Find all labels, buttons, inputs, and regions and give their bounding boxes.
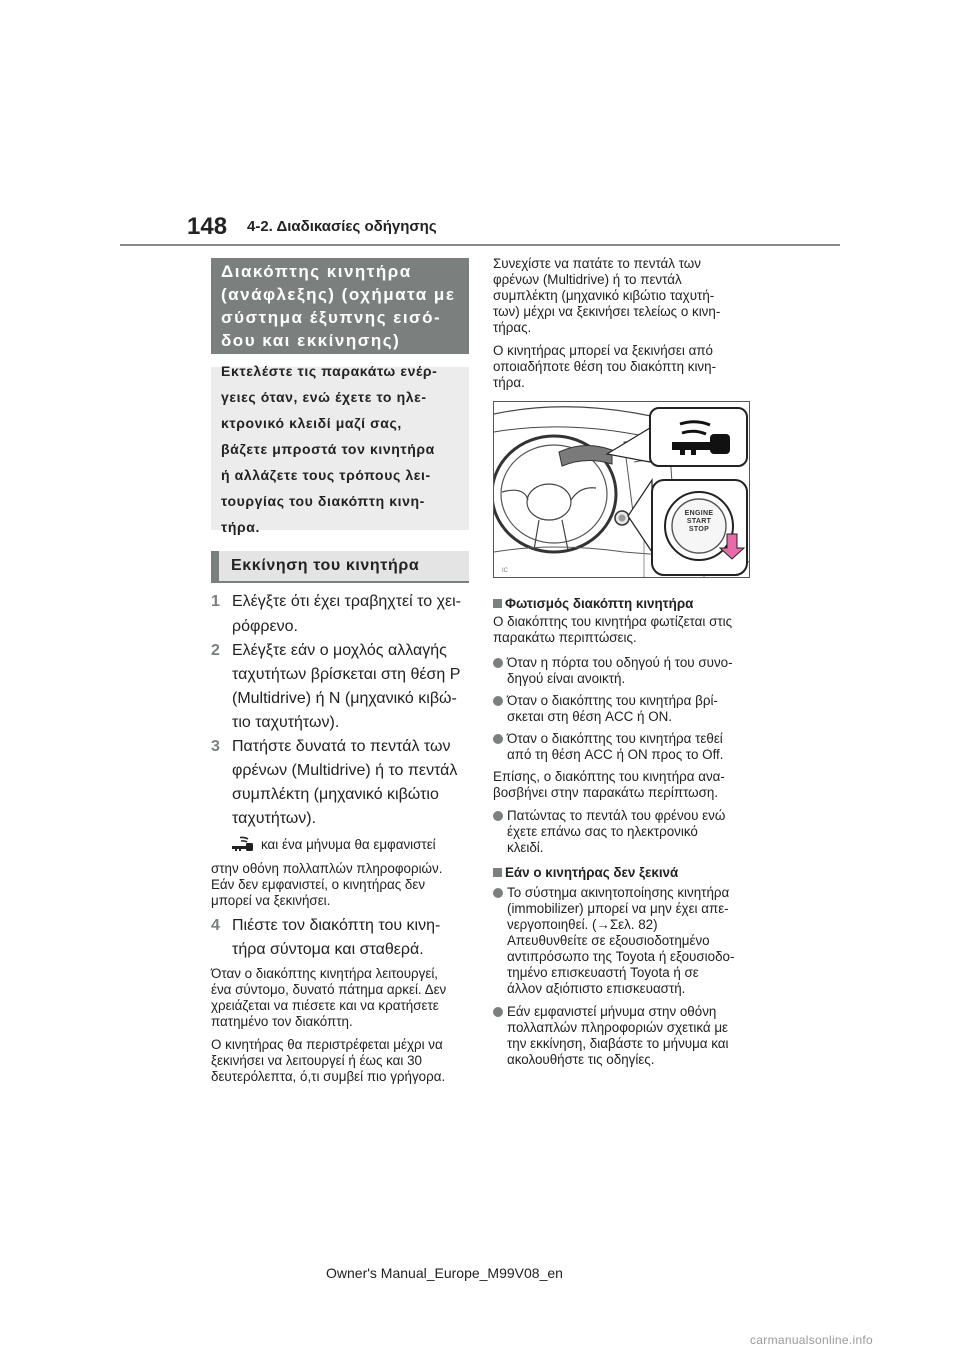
right-intro-para-2 <box>493 343 763 391</box>
bullet-line: Το σύστημα ακινητοποίησης κινητήρα <box>507 885 730 900</box>
button-label: ENGINE <box>684 510 714 517</box>
dashboard-drawing <box>494 402 750 578</box>
note-line: Όταν ο διακόπτης κινητήρα λειτουργεί, <box>211 966 439 981</box>
note-line: χρειάζεται να πιέσετε και να κρατήσετε <box>211 998 439 1013</box>
step-line: ρόφρενο. <box>232 618 298 635</box>
bullet-line: σκεται στη θέση ACC ή ON. <box>507 709 673 724</box>
svg-text:IC: IC <box>502 568 508 574</box>
bullet-line: Πατώντας το πεντάλ του φρένου ενώ <box>507 808 726 823</box>
para-line: Συνεχίστε να πατάτε το πεντάλ των <box>493 256 701 271</box>
subheading-engine-start: Εκκίνηση του κινητήρα <box>211 551 469 583</box>
para-line: τήρας. <box>493 320 532 335</box>
intro-line: Εκτελέστε τις παρακάτω ενέρ- <box>221 362 438 379</box>
bullet-line: (immobilizer) μπορεί να μην έχει απε- <box>507 901 729 916</box>
round-bullet-icon <box>493 1007 503 1017</box>
key-indicator-icon <box>231 836 255 856</box>
round-bullet-icon <box>493 734 503 744</box>
bullet-line: Όταν ο διακόπτης του κινητήρα βρί- <box>507 693 718 708</box>
title-line: σύστημα έξυπνης εισό- <box>221 308 442 327</box>
bullet-line: Εάν εμφανιστεί μήνυμα στην οθόνη <box>507 1004 717 1019</box>
bullet-line: δηγού είναι ανοικτή. <box>507 671 626 686</box>
title-line: Διακόπτης κινητήρα <box>221 262 412 281</box>
manual-footer: Owner's Manual_Europe_M99V08_en <box>326 1265 563 1281</box>
note-line: Ο κινητήρας θα περιστρέφεται μέχρι να <box>211 1037 443 1052</box>
note-line: και ένα μήνυμα θα εμφανιστεί <box>261 837 436 852</box>
step4-note-crank <box>211 1037 481 1085</box>
bullet-line: Όταν η πόρτα του οδηγού ή του συνο- <box>507 655 733 670</box>
bullet-line: έχετε επάνω σας το ηλεκτρονικό <box>507 824 698 839</box>
step-4 <box>211 914 481 962</box>
note-line: ένα σύντομο, δυνατό πάτημα αρκεί. Δεν <box>211 982 447 997</box>
note-line: δευτερόλεπτα, ό,τι συμβεί πιο γρήγορα. <box>211 1069 446 1084</box>
step-number: 4 <box>211 917 220 934</box>
step-number: 1 <box>211 593 220 610</box>
illumination-intro <box>493 614 763 646</box>
illumination-bullet <box>493 808 763 856</box>
note-line: ξεκινήσει να λειτουργεί ή έως και 30 <box>211 1053 422 1068</box>
step-line: (Multidrive) ή N (μηχανικό κιβώ- <box>232 690 457 707</box>
title-line: δου και εκκίνησης) <box>221 331 401 350</box>
para-line: των) μέχρι να ξεκινήσει τελείως ο κινη- <box>493 304 721 319</box>
para-line: συμπλέκτη (μηχανικό κιβώτιο ταχυτή- <box>493 288 715 303</box>
bullet-line: την εκκίνηση, διαβάστε το μήνυμα και <box>507 1036 729 1051</box>
step-number: 2 <box>211 642 220 659</box>
step-2 <box>211 639 481 735</box>
illumination-heading: Φωτισμός διακόπτη κινητήρα <box>493 596 763 612</box>
no-start-bullet <box>493 885 763 997</box>
bullet-line: κλειδί. <box>507 840 544 855</box>
bullet-line: νεργοποιηθεί. (→Σελ. 82) <box>507 917 658 932</box>
watermark: carmanualsonline.info <box>750 1333 874 1347</box>
step4-note <box>211 966 481 1030</box>
para-line: Ο διακόπτης του κινητήρα φωτίζεται στις <box>493 614 733 629</box>
step-line: συμπλέκτη (μηχανικό κιβώτιο <box>232 786 439 803</box>
header-divider <box>120 244 840 246</box>
bullet-line: ακολουθήστε τις οδηγίες. <box>507 1052 655 1067</box>
step3-note <box>211 836 481 909</box>
section-title: 4-2. Διαδικασίες οδήγησης <box>247 218 437 235</box>
step-line: τιο ταχυτήτων). <box>232 714 340 731</box>
step-line: φρένων (Multidrive) ή το πεντάλ <box>232 762 458 779</box>
bullet-line: Απευθυνθείτε σε εξουσιοδοτημένο <box>507 933 710 948</box>
step-line: Πατήστε δυνατά το πεντάλ των <box>232 738 451 755</box>
button-label: STOP <box>688 526 710 533</box>
topic-title-box <box>211 258 469 354</box>
bullet-line: αντιπρόσωπο της Toyota ή εξουσιοδο- <box>507 949 735 964</box>
round-bullet-icon <box>493 696 503 706</box>
para-line: παρακάτω περιπτώσεις. <box>493 630 637 645</box>
step-line: ταχυτήτων). <box>232 810 317 827</box>
title-line: (ανάφλεξης) (οχήματα με <box>221 285 456 304</box>
intro-line: κτρονικό κλειδί μαζί σας, <box>221 414 402 431</box>
para-line: φρένων (Multidrive) ή το πεντάλ <box>493 272 682 287</box>
para-line: τήρα. <box>493 375 525 390</box>
note-line: στην οθόνη πολλαπλών πληροφοριών. <box>211 861 443 876</box>
bullet-line: τημένο επισκευαστή Toyota ή σε <box>507 965 699 980</box>
round-bullet-icon <box>493 811 503 821</box>
no-start-heading: Εάν ο κινητήρας δεν ξεκινά <box>493 865 763 881</box>
intro-box <box>211 362 469 535</box>
step-number: 3 <box>211 738 220 755</box>
illumination-bullet <box>493 655 763 687</box>
right-intro-para <box>493 256 763 336</box>
step-line: τήρα σύντομα και σταθερά. <box>232 941 424 958</box>
intro-line: τουργίας του διακόπτη κινη- <box>221 492 425 509</box>
step-line: Ελέγξτε ότι έχει τραβηχτεί το χει- <box>232 593 461 610</box>
round-bullet-icon <box>493 658 503 668</box>
step-line: Πιέστε τον διακόπτη του κινη- <box>232 917 441 934</box>
square-bullet-icon <box>493 868 502 877</box>
intro-line: τήρα. <box>221 518 260 535</box>
step-line: Ελέγξτε εάν ο μοχλός αλλαγής <box>232 642 447 659</box>
page-number: 148 <box>187 213 228 240</box>
engine-start-stop-button <box>675 510 723 534</box>
round-bullet-icon <box>493 888 503 898</box>
button-label: START <box>686 518 712 525</box>
no-start-bullet <box>493 1004 763 1068</box>
bullet-line: πολλαπλών πληροφοριών σχετικά με <box>507 1020 729 1035</box>
bullet-line: Όταν ο διακόπτης του κινητήρα τεθεί <box>507 731 723 746</box>
step-line: ταχυτήτων βρίσκεται στη θέση P <box>232 666 461 683</box>
bullet-line: από τη θέση ACC ή ON προς το Off. <box>507 747 724 762</box>
intro-line: ή αλλάζετε τους τρόπους λει- <box>221 466 431 483</box>
para-line: οποιαδήποτε θέση του διακόπτη κινη- <box>493 359 717 374</box>
engine-switch-illustration <box>493 401 750 578</box>
note-line: μπορεί να ξεκινήσει. <box>211 893 331 908</box>
bullet-line: άλλον αξιόπιστο επισκευαστή. <box>507 981 686 996</box>
intro-line: βάζετε μπροστά τον κινητήρα <box>221 440 435 457</box>
illumination-bullet <box>493 731 763 763</box>
para-line: Ο κινητήρας μπορεί να ξεκινήσει από <box>493 343 714 358</box>
note-line: πατημένο τον διακόπτη. <box>211 1014 353 1029</box>
intro-line: γειες όταν, ενώ έχετε το ηλε- <box>221 388 427 405</box>
para-line: Επίσης, ο διακόπτης του κινητήρα ανα- <box>493 769 725 784</box>
illumination-bullet <box>493 693 763 725</box>
step-3 <box>211 735 481 831</box>
note-line: Εάν δεν εμφανιστεί, ο κινητήρας δεν <box>211 877 426 892</box>
step-1 <box>211 590 481 639</box>
square-bullet-icon <box>493 599 502 608</box>
para-line: βοσβήνει στην παρακάτω περίπτωση. <box>493 785 719 800</box>
illumination-also <box>493 769 763 801</box>
